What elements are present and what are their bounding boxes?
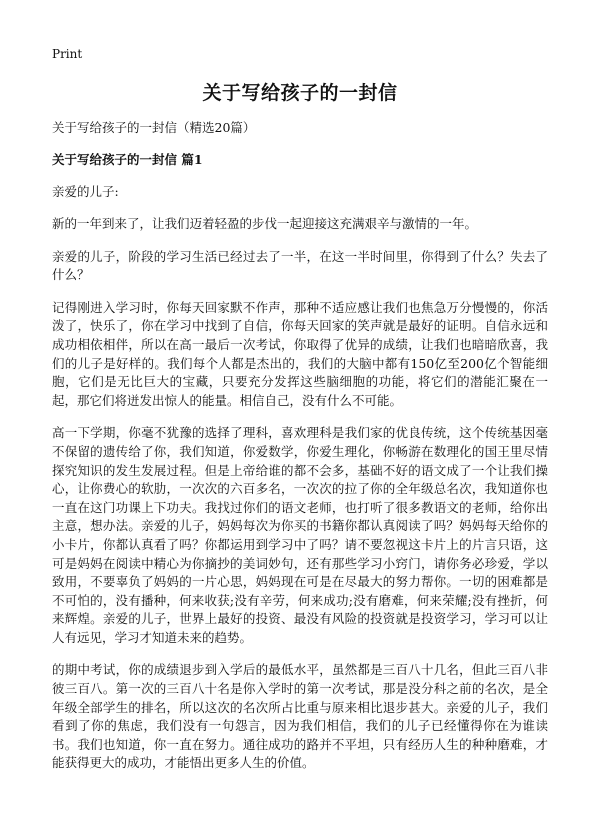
paragraph-2: 亲爱的儿子，阶段的学习生活已经过去了一半，在这一半时间里，你得到了什么？失去了什么？ <box>52 248 548 283</box>
print-label[interactable]: Print <box>52 47 83 61</box>
section-heading: 关于写给孩子的一封信 篇1 <box>52 152 203 167</box>
paragraph-3: 记得刚进入学习时，你每天回家默不作声，那种不适应感让我们也焦急万分慢慢的，你活泼了，快乐了，你在学习中找到了自信，你每天回家的笑声就是最好的证明。自信永远和成功相依相伴，所以在高一最后一次考试，你取得了优异的成绩，让我们也暗暗欣喜，我们的儿子是好样的。我们每个人都是杰出的，我们的大脑中都有150亿至200亿个智能细胞，它们是无比巨大的宝藏，只要充分发挥这些脑细胞的功能，将它们的潜能汇聚在一起，那它们将迸发出惊人的能量。相信自己，没有什么不可能。 <box>52 299 548 408</box>
document-body <box>52 119 548 773</box>
paragraph-5: 的期中考试，你的成绩退步到入学后的最低水平，虽然都是三百八十几名，但此三百八非彼三百八。第一次的三百八十名是你入学时的第一次考试，那是没分科之前的名次，是全年级全部学生的排名，所以这次的名次所占比重与原来相比退步甚大。亲爱的儿子，我们看到了你的焦虑，我们没有一句怨言，因为我们相信，我们的儿子已经懂得你在为谁读书。我们也知道，你一直在努力。通往成功的路并不平坦，只有经历人生的种种磨难，才能获得更大的成功，才能悟出更多人生的价值。 <box>52 662 548 771</box>
paragraph-4: 高一下学期，你毫不犹豫的选择了理科，喜欢理科是我们家的优良传统，这个传统基因毫不保留的遗传给了你，我们知道，你爱数学，你爱生理化，你畅游在数理化的国王里尽情探究知识的发生发展过程。但是上帝给谁的都不会多，基础不好的语文成了一个让我们操心，让你费心的软肋，一次次的六百多名，一次次的拉了你的全年级总名次，我知道你也一直在这门功课上下功夫。我找过你们的语文老师，也打听了很多教语文的老师，给你出主意，想办法。亲爱的儿子，妈妈每次为你买的书籍你都认真阅读了吗？妈妈每天给你的小卡片，你都认真看了吗？你都运用到学习中了吗？请不要忽视这卡片上的片言只语，这可是妈妈在阅读中精心为你摘抄的美词妙句，还有那些学习小窍门，请你务必珍爱，学以致用，不要辜负了妈妈的一片心思，妈妈现在可是在尽最大的努力帮你。一切的困难都是不可怕的，没有播种，何来收获;没有辛劳，何来成功;没有磨难，何来荣耀;没有挫折，何来辉煌。亲爱的儿子，世界上最好的投资、最没有风险的投资就是投资学习，学习可以让人有远见，学习才知道未来的趋势。 <box>52 425 548 645</box>
letter-greeting: 亲爱的儿子: <box>52 184 119 199</box>
paragraph-1: 新的一年到来了，让我们迈着轻盈的步伐一起迎接这充满艰辛与激情的一年。 <box>52 216 478 231</box>
document-subtitle: 关于写给孩子的一封信（精选20篇） <box>52 120 256 135</box>
document-title: 关于写给孩子的一封信 <box>202 82 398 104</box>
